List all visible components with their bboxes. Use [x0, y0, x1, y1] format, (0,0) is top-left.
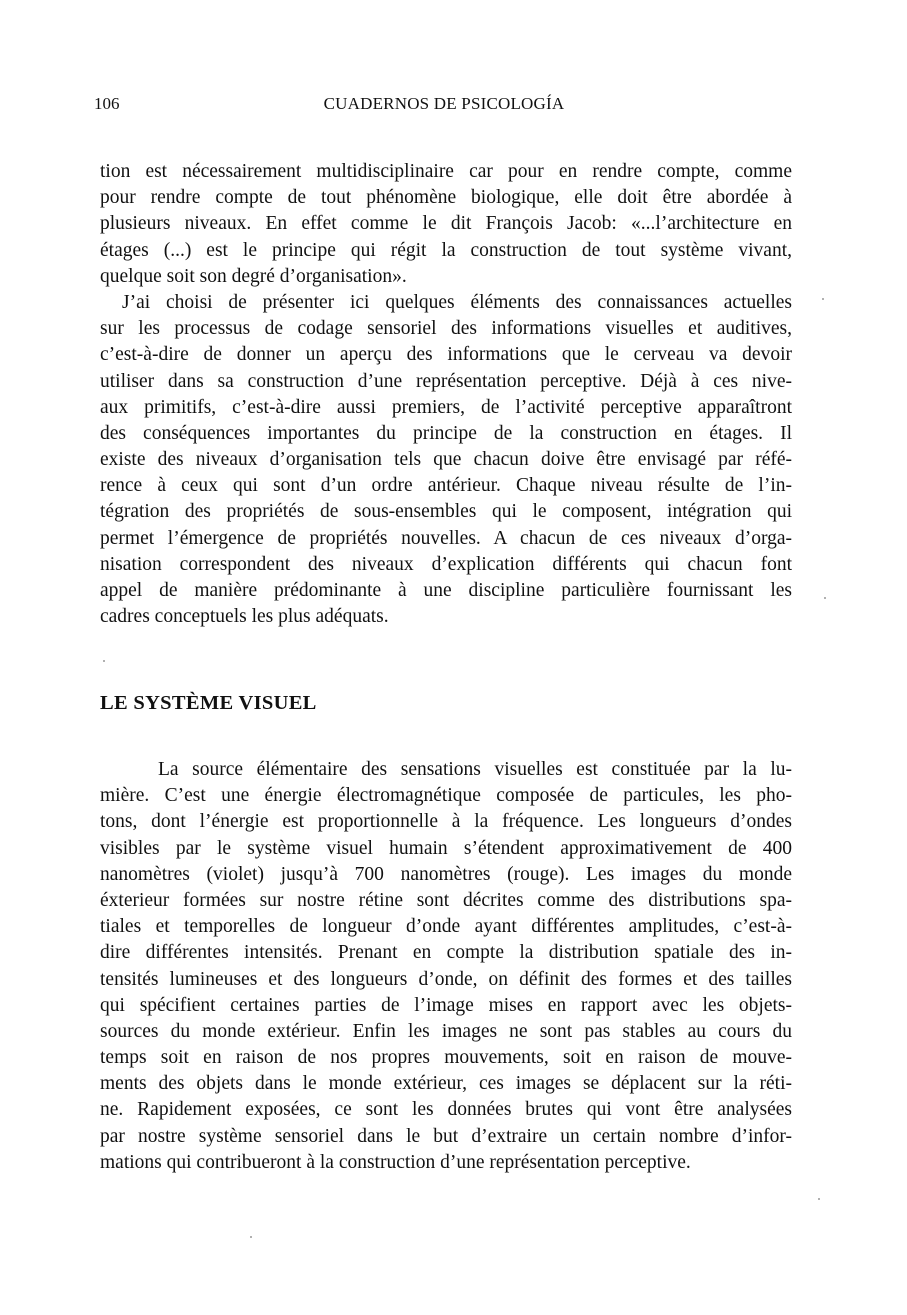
- text-line: La source élémentaire des sensations visuelles est constituée par la lu-: [158, 759, 792, 780]
- text-line: aux primitifs, c’est-à-dire aussi premiers, de l’activité perceptive apparaîtront: [100, 396, 792, 418]
- text-line: nisation correspondent des niveaux d’explication différents qui chacun font: [100, 553, 792, 575]
- text-line: temps soit en raison de nos propres mouvements, soit en raison de mouve-: [100, 1047, 792, 1069]
- text-line: visibles par le système visuel humain s’étendent approximativement de 400: [100, 837, 792, 859]
- text-line: existe des niveaux d’organisation tels que chacun doive être envisagé par réfé-: [100, 449, 792, 471]
- text-line: étages (...) est le principe qui régit la construction de tout système vivant,: [100, 239, 792, 261]
- page-number: 106: [94, 94, 120, 113]
- text-line: tiales et temporelles de longueur d’onde ayant différentes amplitudes, c’est-à-: [100, 916, 792, 938]
- section-heading: LE SYSTÈME VISUEL: [100, 692, 317, 714]
- scan-speck: [824, 597, 826, 599]
- text-line: plusieurs niveaux. En effet comme le dit François Jacob: «...l’architecture en: [100, 213, 792, 235]
- text-line: mière. C’est une énergie électromagnétique composée de particules, les pho-: [100, 785, 792, 807]
- text-line: utiliser dans sa construction d’une représentation perceptive. Déjà à ces nive-: [100, 370, 792, 392]
- text-line: ne. Rapidement exposées, ce sont les données brutes qui vont être analysées: [100, 1099, 792, 1121]
- intro-text: [100, 159, 792, 630]
- text-line: par nostre système sensoriel dans le but d’extraire un certain nombre d’infor-: [100, 1125, 792, 1147]
- text-line: quelque soit son degré d’organisation».: [100, 265, 407, 287]
- text-line: éxterieur formées sur nostre rétine sont décrites comme des distributions spa-: [100, 889, 792, 911]
- text-line: pour rendre compte de tout phénomène biologique, elle doit être abordée à: [100, 187, 792, 209]
- text-line: nanomètres (violet) jusqu’à 700 nanomètres (rouge). Les images du monde: [100, 863, 792, 885]
- text-line: qui spécifient certaines parties de l’image mises en rapport avec les objets-: [100, 994, 792, 1016]
- running-header: [94, 94, 794, 118]
- text-line: permet l’émergence de propriétés nouvelles. A chacun de ces niveaux d’orga-: [100, 527, 792, 549]
- text-line: tégration des propriétés de sous-ensembles qui le composent, intégration qui: [100, 501, 792, 523]
- scan-speck: [250, 1236, 252, 1238]
- text-line: sur les processus de codage sensoriel des informations visuelles et auditives,: [100, 318, 792, 340]
- section-body: [100, 757, 792, 1176]
- text-line: J’ai choisi de présenter ici quelques éléments des connaissances actuelles: [122, 291, 792, 313]
- text-line: mations qui contribueront à la construction d’une représentation perceptive.: [100, 1151, 691, 1173]
- text-line: appel de manière prédominante à une discipline particulière fournissant les: [100, 580, 792, 601]
- text-line: rence à ceux qui sont d’un ordre antérieur. Chaque niveau résulte de l’in-: [100, 475, 792, 497]
- text-line: dire différentes intensités. Prenant en compte la distribution spatiale des in-: [100, 942, 792, 964]
- text-line: des conséquences importantes du principe de la construction en étages. Il: [100, 422, 792, 444]
- scan-speck: [822, 298, 824, 300]
- scan-speck: [103, 660, 105, 662]
- text-line: ments des objets dans le monde extérieur, ces images se déplacent sur la réti-: [100, 1073, 792, 1095]
- text-line: tensités lumineuses et des longueurs d’onde, on définit des formes et des tailles: [100, 968, 792, 990]
- text-line: cadres conceptuels les plus adéquats.: [100, 606, 389, 628]
- text-line: sources du monde extérieur. Enfin les images ne sont pas stables au cours du: [100, 1020, 792, 1042]
- text-line: tion est nécessairement multidisciplinaire car pour en rendre compte, comme: [100, 161, 792, 182]
- journal-title: CUADERNOS DE PSICOLOGÍA: [323, 94, 565, 113]
- text-line: tons, dont l’énergie est proportionnelle à la fréquence. Les longueurs d’ondes: [100, 811, 792, 833]
- text-line: c’est-à-dire de donner un aperçu des informations que le cerveau va devoir: [100, 344, 792, 366]
- scan-speck: [818, 1198, 820, 1200]
